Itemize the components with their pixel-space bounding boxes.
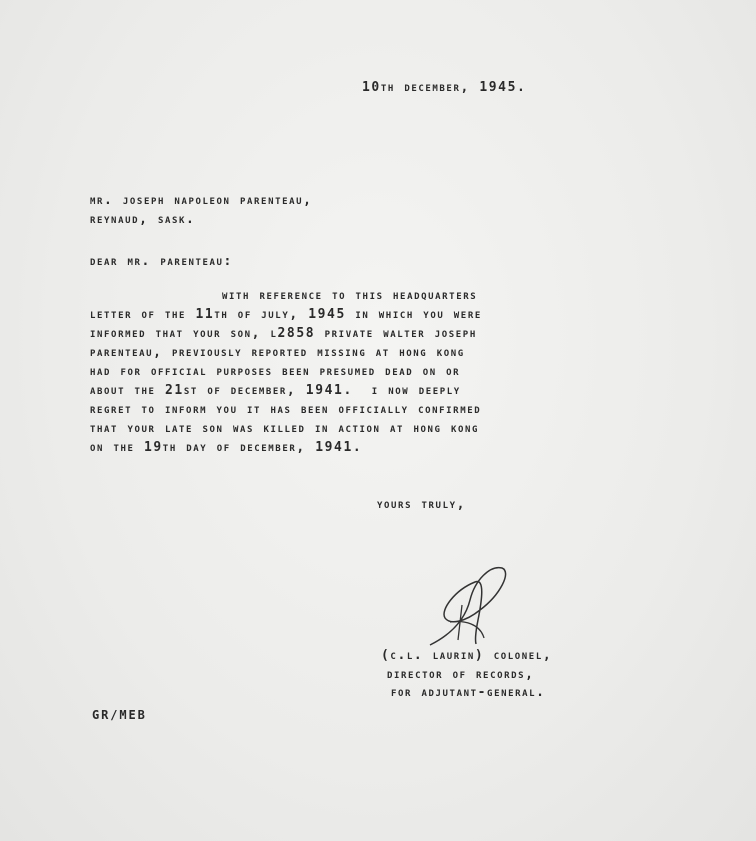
body-line: letter of the 11th of july, 1945 in which you were [90,307,482,322]
body-line: had for official purposes been presumed dead on or [90,364,461,379]
body-line: informed that your son, l2858 private walter joseph [90,326,477,341]
closing: yours truly, [377,497,467,512]
letter-date: 10th december, 1945. [362,80,527,95]
body-line: regret to inform you it has been officially confirmed [90,402,482,417]
body-line: with reference to this headquarters [90,288,478,303]
reference-initials: GR/MEB [92,708,147,722]
body-line: about the 21st of december, 1941. i now deeply [90,383,461,398]
body-line: on the 19th day of december, 1941. [90,440,363,455]
signatory-title: director of records, [387,667,535,682]
body-line: parenteau, previously reported missing at hong kong [90,345,465,360]
recipient-address: reynaud, sask. [90,212,196,227]
salutation: dear mr. parenteau: [90,254,233,269]
handwritten-signature [420,560,520,650]
signatory-name: (c.l. laurin) colonel, [381,648,553,663]
signatory-office: for adjutant-general. [391,685,546,700]
body-line: that your late son was killed in action at hong kong [90,421,480,436]
recipient-name: mr. joseph napoleon parenteau, [90,193,313,208]
